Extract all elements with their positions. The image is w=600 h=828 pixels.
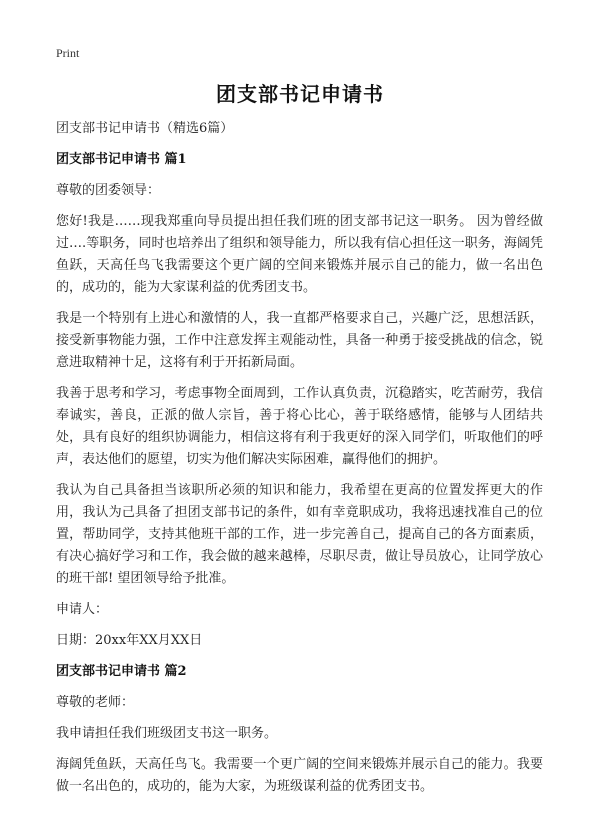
date-line: 日期：20xx年XX月XX日 <box>56 633 203 648</box>
print-label[interactable]: Print <box>56 46 80 60</box>
greeting-2: 尊敬的老师： <box>56 695 135 710</box>
paragraph: 海阔凭鱼跃，天高任鸟飞。我需要一个更广阔的空间来锻炼并展示自己的能力。我要做一名出色的，成功的，能为大家，为班级谋利益的优秀团支书。 <box>56 757 543 794</box>
greeting-1: 尊敬的团委领导： <box>56 183 161 198</box>
paragraph: 我善于思考和学习，考虑事物全面周到，工作认真负责，沉稳踏实，吃苦耐劳，我信奉诚实，善良，正派的做人宗旨，善于将心比心，善于联络感情，能够与人团结共处，具有良好的组织协调能力，相信这将有利于我更好的深入同学们，听取他们的呼声，表达他们的愿望，切实为他们解决实际困难，赢得他们的拥护。 <box>56 386 543 467</box>
section-heading-2: 团支部书记申请书 篇2 <box>56 664 187 679</box>
section-heading-1: 团支部书记申请书 篇1 <box>56 152 187 167</box>
applicant-line: 申请人： <box>56 602 109 617</box>
document-body <box>56 118 543 807</box>
paragraph: 我申请担任我们班级团支书这一职务。 <box>56 726 278 741</box>
paragraph: 我认为自己具备担当该职所必须的知识和能力，我希望在更高的位置发挥更大的作用，我认为己具备了担团支部书记的条件，如有幸竟职成功，我将迅速找准自己的位置，帮助同学，支持其他班干部的工作，进一步完善自己，提高自己的各方面素质，有决心搞好学习和工作，我会做的越来越棒，尽职尽责，做让导员放心，让同学放心的班干部! 望团领导给予批准。 <box>56 483 543 586</box>
document-subtitle: 团支部书记申请书（精选6篇） <box>56 121 234 136</box>
document-title: 团支部书记申请书 <box>216 82 384 106</box>
paragraph: 您好!我是……现我郑重向导员提出担任我们班的团支部书记这一职务。 因为曾经做过….等职务，同时也培养出了组织和领导能力，所以我有信心担任这一职务，海阔凭鱼跃，天高任鸟飞我需要这个更广阔的空间来锻炼并展示自己的能力，做一名出色的，成功的，能为大家谋利益的优秀团支书。 <box>56 214 543 295</box>
paragraph: 我是一个特别有上进心和激情的人，我一直都严格要求自己，兴趣广泛，思想活跃，接受新事物能力强，工作中注意发挥主观能动性，具备一种勇于接受挑战的信念，锐意进取精神十足，这将有利于开拓新局面。 <box>56 311 543 370</box>
